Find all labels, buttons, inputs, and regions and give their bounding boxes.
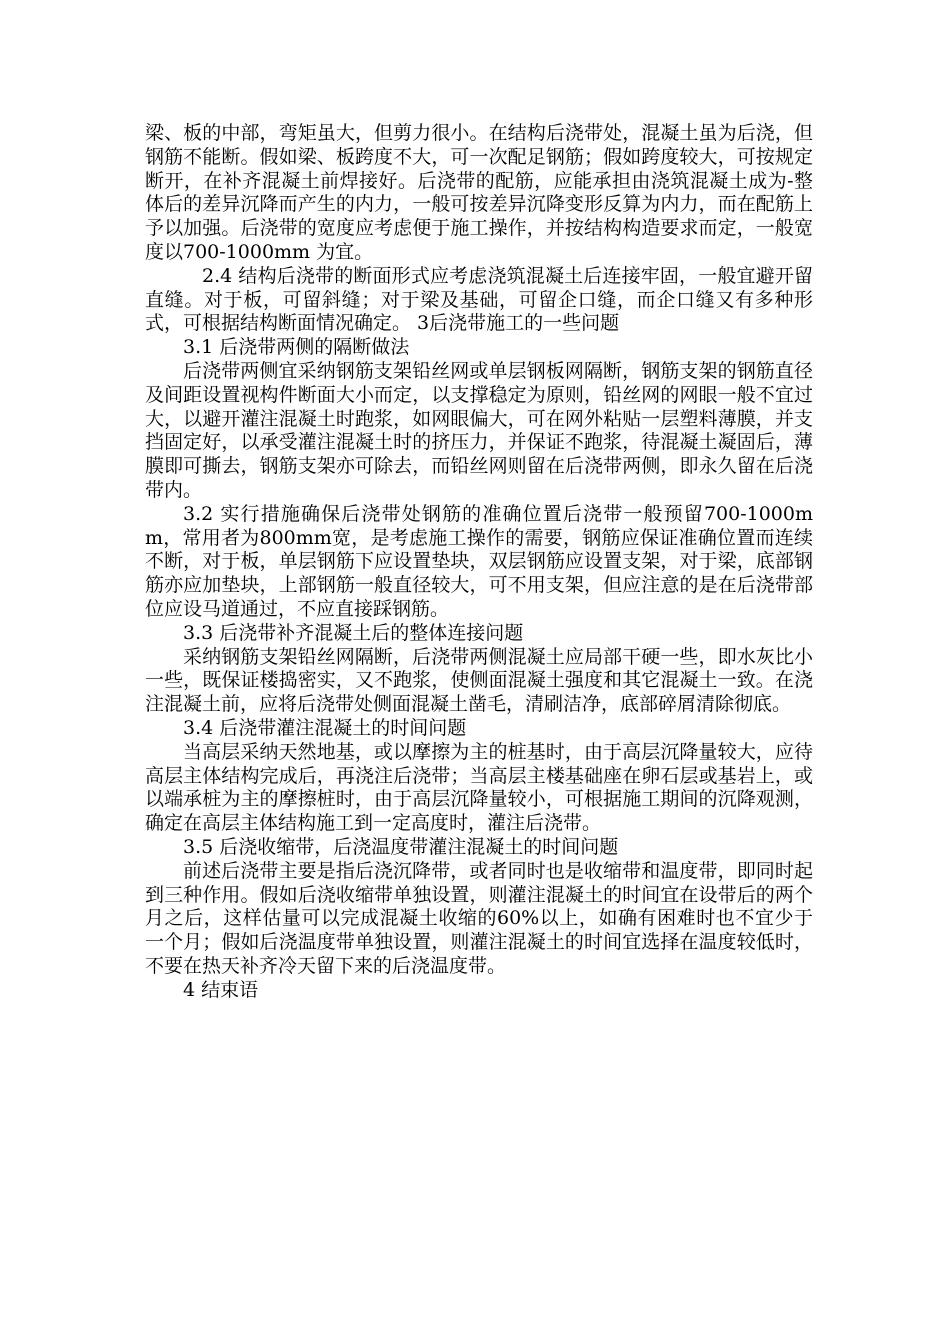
paragraph-section-2-4: 2.4 结构后浇带的断面形式应考虑浇筑混凝土后连接牢固，一般宜避开留直缝。对于板，可留斜缝；对于梁及基础，可留企口缝，而企口缝又有多种形式，可根据结构断面情况确定。 3后浇带施工的一些问题 <box>145 264 813 335</box>
paragraph-continuation: 梁、板的中部，弯矩虽大，但剪力很小。在结构后浇带处，混凝土虽为后浇，但钢筋不能断。假如梁、板跨度不大，可一次配足钢筋；假如跨度较大，可按规定断开，在补齐混凝土前焊接好。后浇带的配筋，应能承担由浇筑混凝土成为-整体后的差异沉降而产生的内力，一般可按差异沉降变形反算为内力，而在配筋上予以加强。后浇带的宽度应考虑便于施工操作，并按结构构造要求而定，一般宽度以700-1000mm 为宜。 <box>145 122 813 263</box>
paragraph-section-3-5-body: 前述后浇带主要是指后浇沉降带，或者同时也是收缩带和温度带，即同时起到三种作用。假如后浇收缩带单独设置，则灌注混凝土的时间宜在设带后的两个月之后，这样估量可以完成混凝土收缩的60%以上，如确有困难时也不宜少于一个月；假如后浇温度带单独设置，则灌注混凝土的时间宜选择在温度较低时，不要在热天补齐冷天留下来的后浇温度带。 <box>145 859 813 977</box>
paragraph-section-3-2: 3.2 实行措施确保后浇带处钢筋的准确位置后浇带一般预留700-1000mm，常用者为800mm宽，是考虑施工操作的需要，钢筋应保证准确位置而连续不断，对于板，单层钢筋下应设置垫块，双层钢筋应设置支架，对于梁，底部钢筋亦应加垫块，上部钢筋一般直径较大，可不用支架，但应注意的是在后浇带部位应设马道通过，不应直接踩钢筋。 <box>145 502 813 620</box>
document-page <box>145 122 813 1002</box>
heading-section-3-1: 3.1 后浇带两侧的隔断做法 <box>183 336 410 359</box>
paragraph-section-3-1-body: 后浇带两侧宜采纳钢筋支架铅丝网或单层钢板网隔断，钢筋支架的钢筋直径及间距设置视构件断面大小而定，以支撑稳定为原则，铅丝网的网眼一般不宜过大，以避开灌注混凝土时跑浆，如网眼偏大，可在网外粘贴一层塑料薄膜，并支挡固定好，以承受灌注混凝土时的挤压力，并保证不跑浆，待混凝土凝固后，薄膜即可撕去，钢筋支架亦可除去，而铅丝网则留在后浇带两侧，即永久留在后浇带内。 <box>145 359 813 501</box>
heading-section-3-4: 3.4 后浇带灌注混凝土的时间问题 <box>183 716 467 739</box>
paragraph-section-3-3-body: 采纳钢筋支架铅丝网隔断，后浇带两侧混凝土应局部干硬一些，即水灰比小一些，既保证楼捣密实，又不跑浆，使侧面混凝土强度和其它混凝土一致。在浇注混凝土前，应将后浇带处侧面混凝土凿毛，清刷洁净，底部碎屑清除彻底。 <box>145 645 813 716</box>
heading-section-3-5: 3.5 后浇收缩带，后浇温度带灌注混凝土的时间问题 <box>183 835 619 858</box>
paragraph-section-3-4-body: 当高层采纳天然地基，或以摩擦为主的桩基时，由于高层沉降量较大，应待高层主体结构完成后，再浇注后浇带；当高层主楼基础座在卵石层或基岩上，或以端承桩为主的摩擦桩时，由于高层沉降量较小，可根据施工期间的沉降观测，确定在高层主体结构施工到一定高度时，灌注后浇带。 <box>145 740 813 835</box>
heading-section-4: 4 结束语 <box>183 978 259 1001</box>
heading-section-3-3: 3.3 后浇带补齐混凝土后的整体连接问题 <box>183 621 524 644</box>
